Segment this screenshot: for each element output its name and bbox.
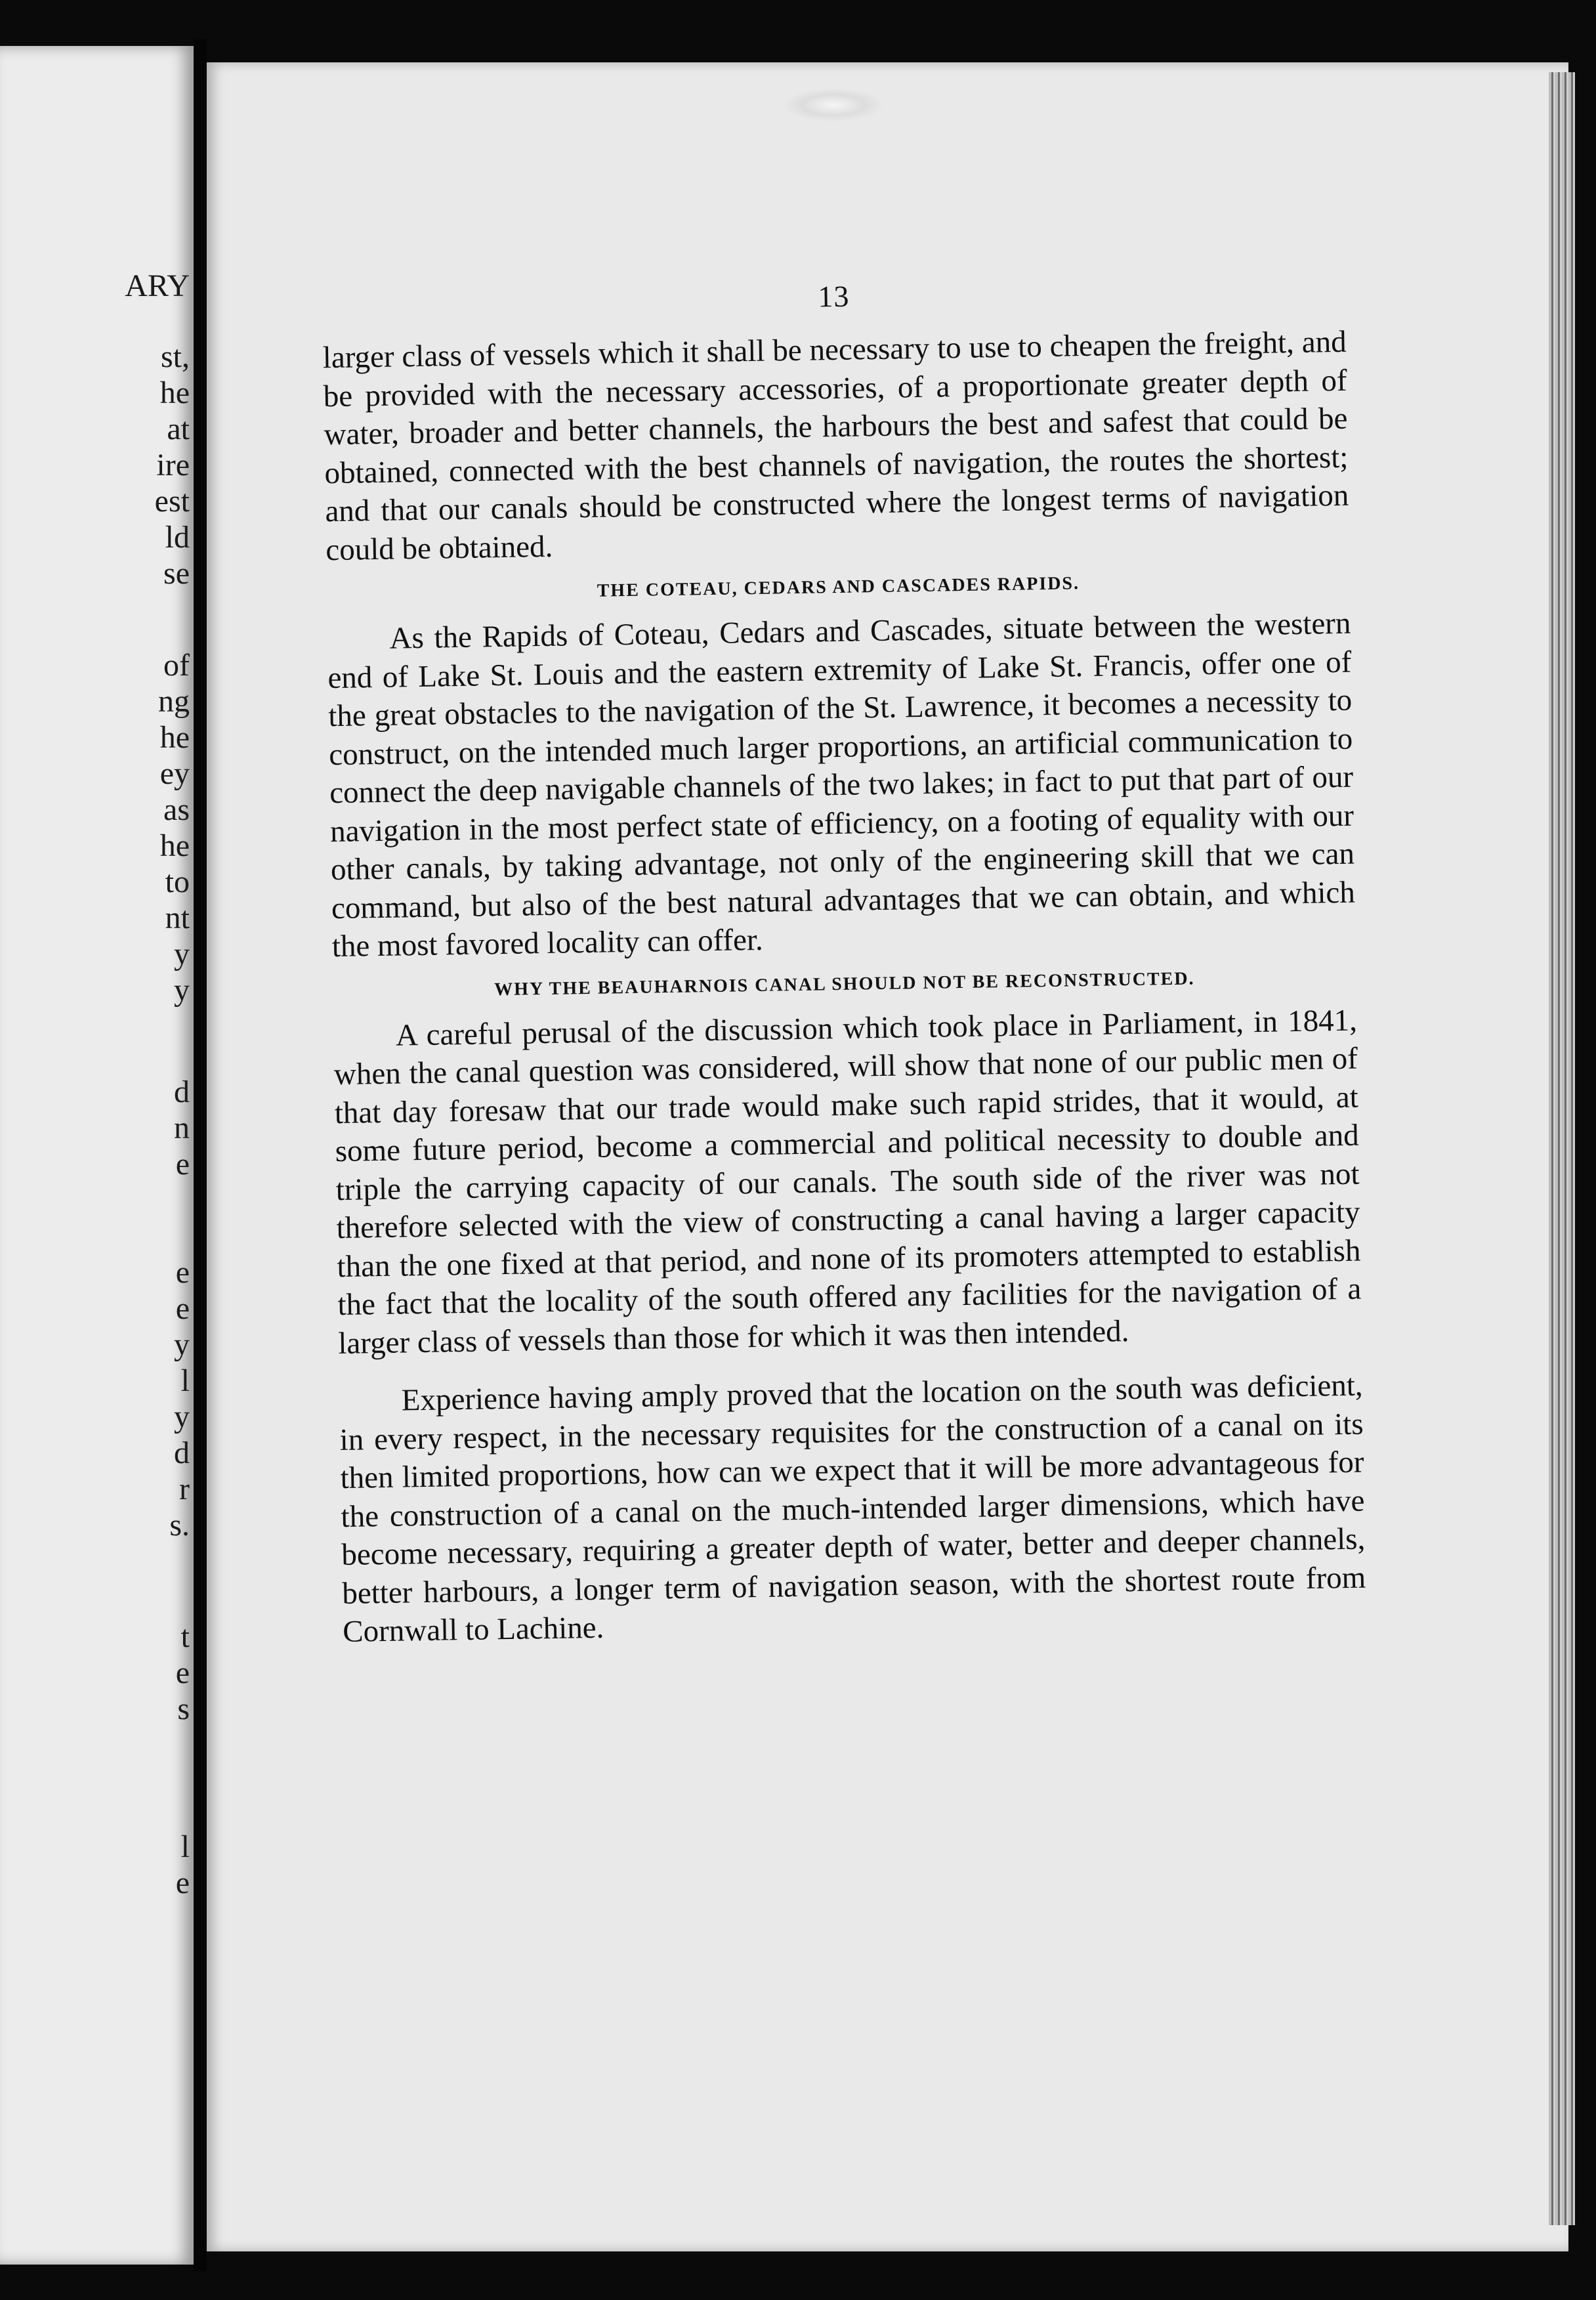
paragraph-4: Experience having amply proved that the location on the south was deficient, in every respect, in the necessary requisites for the construction of a canal on its then limited proportions, how can we expect that it will be more advantageous for the construction of a canal on the much-intended larger dimensions, which have become necessary, requiring a greater depth of water, better and deeper channels, better harbours, a longer term of navigation season, with the shortest route from Cornwall to Lachine. bbox=[339, 1368, 1366, 1649]
paragraph-2: As the Rapids of Coteau, Cedars and Cascades, situate between the western end of Lake St. Louis and the eastern extremity of Lake St. Francis, offer one of the great obstacles to the navigation of the St. Lawrence, it becomes a necessity to construct, on the intended much larger proportions, an artificial communication to connect the deep navigable channels of the two lakes; in fact to put that part of our navigation in the most perfect state of efficiency, on a footing of equality with our other canals, by taking advantage, not only of the engineering skill that we can command, but also of the best natural advantages that we can obtain, and which the most favored locality can offer. bbox=[327, 606, 1356, 964]
previous-page-fragment: n bbox=[174, 1111, 190, 1145]
previous-page-fragment: y bbox=[174, 973, 190, 1008]
previous-page-fragment: ARY bbox=[125, 268, 190, 303]
previous-page-fragment: est bbox=[154, 484, 190, 519]
previous-page-fragment: he bbox=[159, 375, 190, 410]
paper-blemish bbox=[784, 89, 883, 121]
previous-page-fragment: l bbox=[180, 1829, 190, 1864]
previous-page-fragment: e bbox=[175, 1147, 190, 1182]
previous-page-fragment: s bbox=[177, 1692, 190, 1726]
previous-page-fragment: ld bbox=[165, 520, 190, 555]
page-13 bbox=[207, 62, 1568, 2251]
page-content bbox=[322, 271, 1366, 1651]
paragraph-3: A careful perusal of the discussion which took place in Parliament, in 1841, when the canal question was considered, will show that none of our public men of that day foresaw that our trade would make such rapid strides, that it would, at some future period, become a commercial and political necessity to double and triple the carrying capacity of our canals. The south side of the river was not therefore selected with the view of constructing a canal having a larger capacity than the one fixed at that period, and none of its promoters attempted to establish the fact that the locality of the south offered any facilities for the navigation of a larger class of vessels than those for which it was then intended. bbox=[333, 1003, 1362, 1361]
previous-page-fragment: se bbox=[163, 556, 190, 591]
previous-page-fragment: nt bbox=[165, 901, 190, 935]
previous-page-strip bbox=[0, 46, 194, 2265]
paragraph-1: larger class of vessels which it shall be necessary to use to cheapen the freight, and be provided with the necessary accessories, of a proportionate greater depth of water, broader and better channels, the harbours the best and safest that could be obtained, connected with the best channels of navigation, the routes the shortest; and that our canals should be constructed where the longest terms of navigation could be obtained. bbox=[322, 324, 1349, 567]
previous-page-fragment: r bbox=[179, 1472, 190, 1506]
previous-page-fragment: to bbox=[165, 864, 190, 899]
previous-page-fragment: s. bbox=[169, 1508, 190, 1543]
previous-page-fragment: st, bbox=[160, 339, 190, 374]
previous-page-fragment: he bbox=[159, 720, 190, 755]
book-gutter bbox=[194, 39, 207, 2271]
previous-page-fragment: d bbox=[174, 1436, 190, 1470]
previous-page-fragment: y bbox=[174, 937, 190, 971]
previous-page-fragment: y bbox=[174, 1327, 190, 1362]
previous-page-fragment: t bbox=[180, 1619, 190, 1654]
previous-page-fragment: e bbox=[175, 1291, 190, 1326]
previous-page-fragment: ng bbox=[158, 684, 190, 719]
previous-page-fragment: he bbox=[159, 828, 190, 863]
previous-page-fragment: as bbox=[163, 792, 190, 827]
previous-page-fragment: of bbox=[163, 648, 190, 683]
previous-page-fragment: at bbox=[167, 412, 190, 446]
previous-page-fragment: y bbox=[174, 1399, 190, 1434]
previous-page-fragment: l bbox=[180, 1363, 190, 1398]
previous-page-fragment: ey bbox=[159, 756, 190, 791]
section-heading-beauharnois-canal: WHY THE BEAUHARNOIS CANAL SHOULD NOT BE RECONSTRUCTED. bbox=[494, 968, 1195, 1000]
section-heading-coteau-rapids: THE COTEAU, CEDARS AND CASCADES RAPIDS. bbox=[597, 573, 1080, 601]
previous-page-fragment: ire bbox=[156, 448, 190, 482]
previous-page-fragment: d bbox=[174, 1075, 190, 1109]
page-stack-edge bbox=[1549, 72, 1575, 2225]
previous-page-fragment: e bbox=[175, 1865, 190, 1900]
page-number: 13 bbox=[818, 279, 850, 314]
previous-page-fragment: e bbox=[175, 1655, 190, 1690]
previous-page-fragment: e bbox=[175, 1255, 190, 1290]
